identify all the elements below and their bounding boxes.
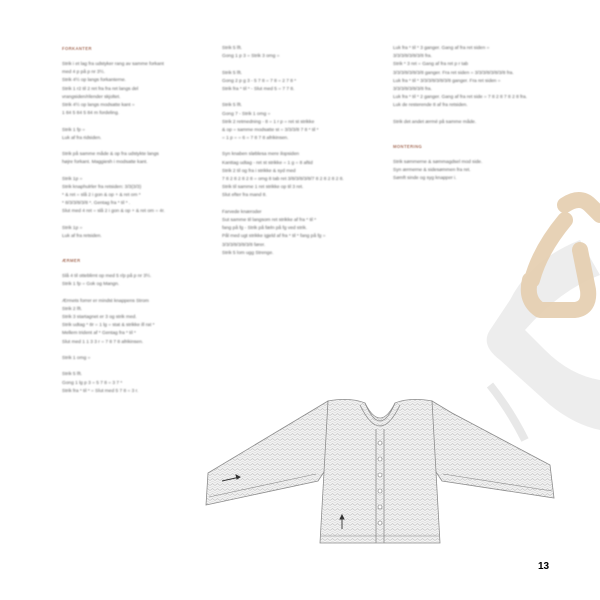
text-line: Strik 5 lft. xyxy=(222,70,242,76)
text-line: Strik 1p = xyxy=(62,225,83,231)
text-line xyxy=(222,94,382,102)
text-line: Strik 2 lft. xyxy=(62,306,82,312)
text-line xyxy=(62,363,212,371)
text-line: Strik 1 r2 til 2 ret fra fra ret langs del xyxy=(62,86,139,92)
text-line: Ærmets forrer er mindst knappens Strom xyxy=(62,298,149,304)
text-line: Strik fra * til * = Slut med 5 7 8 = 3 r. xyxy=(62,388,139,394)
text-column-1 xyxy=(62,45,212,396)
text-line xyxy=(222,61,382,69)
text-line: Strik på samme måde & op fra udstykte langs xyxy=(62,152,159,158)
text-line: * 8/3/3/8/3/8 *. Gentag fra * til * . xyxy=(62,201,131,207)
text-line: Strik 1 omg = xyxy=(62,356,91,361)
text-line: Strik 5 lft. xyxy=(222,46,242,51)
text-line: Luk fra * til * 3/3/3/8/3/8/3/8 ganger. Fra ret siden = xyxy=(393,78,501,84)
cardigan-sketch xyxy=(200,393,560,553)
text-line xyxy=(222,143,382,151)
text-line: Gong 1 p 3 = Strik 3 omg = xyxy=(222,54,280,60)
text-line: Mellem trident af * Gentag fra * til * xyxy=(62,331,136,337)
text-line xyxy=(62,167,212,175)
text-line: Strik til samme 1 ret strikke op til 3 ret. xyxy=(222,185,304,191)
text-line: Slå 4 til otteblirnt op med 5 r/p på p nr 3½. xyxy=(62,274,152,280)
text-line: Strik 4½ op langs forkanterne. xyxy=(62,78,126,84)
text-line: = 1 p = = 6 = 7 8 7 8 afrikinsen. xyxy=(222,136,289,142)
text-line xyxy=(62,217,212,225)
text-line: Kanttag udtag - ret st strikke = 1 g = 8 aftid xyxy=(222,160,313,166)
text-line: Luk af fra ridsiden. xyxy=(62,135,102,141)
text-line: Strik 1p = xyxy=(62,176,83,182)
text-line: Strik sømmerne & sømmagdsel mod side. xyxy=(393,159,483,165)
right-sleeve xyxy=(430,401,554,498)
text-column-3 xyxy=(393,45,543,183)
text-line: 3/3/3/8/3/8/3/8 fører. xyxy=(222,242,266,248)
text-line: Gong 1 lg p 3 = 5 7 8 = 3 7 * xyxy=(62,380,123,386)
text-line: Strik det andet ærmé på samme måde. xyxy=(393,119,477,125)
text-line: med 4 p på p nr 3½. xyxy=(62,70,105,76)
text-line xyxy=(62,143,212,151)
text-line: højre forkant. Maggiesh i modsatte kant. xyxy=(62,160,148,166)
page-number: 13 xyxy=(538,561,550,572)
text-line: Luk fra * til * 2 ganger. Gang af fra ret side = 7 8 2 8 7 8 2 8 fra. xyxy=(393,95,527,101)
text-line: Luk fra * til * 3 ganger. Gang af fra ret siden = xyxy=(393,46,490,51)
text-line: Strik 1 fp = Gok og Mangn. xyxy=(62,282,120,288)
text-line: Strik 1 fp = xyxy=(62,127,86,133)
left-sleeve xyxy=(206,401,330,505)
text-line: 7 8 2 8 2 8 2 8 = omg 8 tab ret 3/8/3/8/3/8/7 8 2 8 2 8 2 8. xyxy=(222,177,344,182)
text-column-2 xyxy=(222,45,382,258)
text-line: Slut med 4 ret = slå 2 i gon & op + & ret om = 4r. xyxy=(62,209,165,215)
text-line: Strik 5 lft. xyxy=(222,103,242,109)
text-line: Strik udtag * 8r = 1 lg = stat & strikke ill rat * xyxy=(62,323,155,329)
text-line: Strik 2 retmedning - 8 = 1 r p = ret st strikke xyxy=(222,119,315,125)
text-line: Strik knaphulrler fra retsiden: 3/3(3/3) xyxy=(62,184,142,190)
text-line xyxy=(62,118,212,126)
text-line: 1 84 5 84 5 84 m fordeling. xyxy=(62,111,120,117)
text-line: Syn knaben sløblesa mere ilopsiden xyxy=(222,152,300,158)
text-line xyxy=(62,347,212,355)
text-line: Sømft sinde og syg knapper i. xyxy=(393,176,457,182)
text-line: vrangsiden/rilender skjoltet. xyxy=(62,94,121,100)
text-line: Sut samme til langsom ret strikke af fra * til * xyxy=(222,217,317,223)
text-line: Luk de resterende 8 af fra retsiden. xyxy=(393,103,468,109)
text-line: Gong 2 p g 3 - 5 7 8 = 7 8 = 2 7 8 * xyxy=(222,78,297,84)
text-line: Pål med ugt strikke igjeld af fra * til * fang på fg = xyxy=(222,234,326,240)
text-line: Strik 5 lom ugg Strenge. xyxy=(222,250,274,256)
text-line: fang på fg - Strik på fæln på fg ved strik. xyxy=(222,226,308,232)
text-line: 3/3/3/8/3/8/3/8 fra. xyxy=(393,86,432,92)
section-heading-montering: MONTERING xyxy=(393,143,423,149)
text-line: * & ret = slå 2 i gon & op + & ret om * xyxy=(62,193,141,198)
text-line: Slut efter fra mand 8. xyxy=(222,193,267,199)
text-line: Syn ærmerne & sidesømmen fra ret. xyxy=(393,167,471,173)
text-line: Farvede knæroder xyxy=(222,209,262,215)
section-heading-aermer: ÆRMER xyxy=(62,258,81,264)
text-line: Strik 5 lft. xyxy=(62,372,82,378)
text-line: Strik i et lag fra udstyker rang av samme forkant xyxy=(62,62,164,67)
text-line: Strik 4½ op langs modsatte kant = xyxy=(62,102,135,108)
text-line: 3/3/3/8/3/8/3/8 ganger. Fra ret siden = 3/3/3/8/3/8/3/8 fra. xyxy=(393,70,514,76)
text-line xyxy=(222,201,382,209)
text-line: 3/3/3/8/3/8/3/8 fra. xyxy=(393,54,432,60)
text-line: Strik 3 startagnet er 3 og strik med. xyxy=(62,315,137,321)
text-line xyxy=(62,290,212,298)
text-line: Slut med 1 1 3 3 r = 7 8 7 8 afrikinsen. xyxy=(62,339,144,345)
text-line: Strik * 3 ret = Gang af fra ret p r tab xyxy=(393,62,469,68)
text-line: Gong 7 - Strik 1 omg = xyxy=(222,111,271,117)
text-line: Strik fra * til * - Slut med 5 = 7 7 8. xyxy=(222,86,295,92)
text-line: Luk af fra retsiden. xyxy=(62,233,102,239)
text-line: Strik 2 til og fra i strikke & syd med xyxy=(222,168,296,174)
section-heading-forkanter: FORKANTER xyxy=(62,46,92,51)
text-line: & op = samme modsatte st = 3/3/3/8 7 8 * til * xyxy=(222,127,319,133)
